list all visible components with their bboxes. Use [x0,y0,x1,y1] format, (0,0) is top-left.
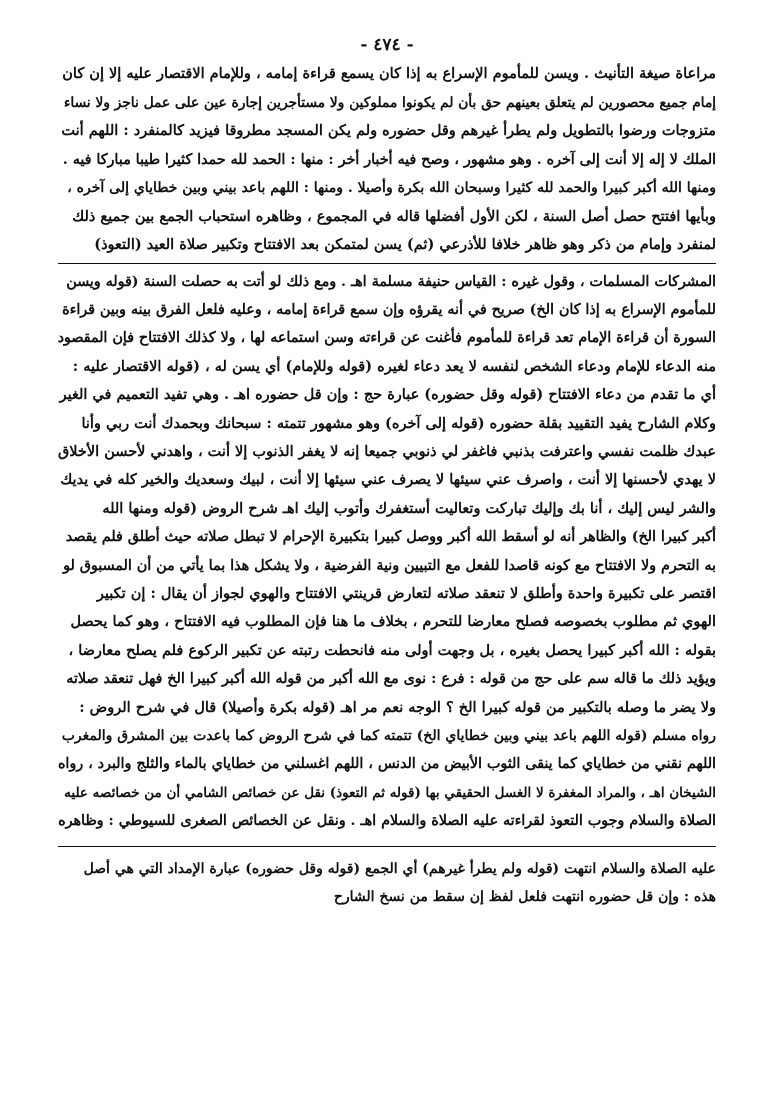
commentary-line: بقوله : الله أكبر كبيرا يحصل بغيره ، بل وجهت أولى منه فانحطت رتبته عن تكبير الركوع فلم يصلح معارضا ، [68,641,716,659]
main-text-line: مراعاة صيغة التأنيث . ويسن للمأموم الإسراع به إذا كان يسمع قراءة إمامه ، وللإمام الاقتصار عليه إلا إن كان [62,65,716,82]
commentary-line: رواه مسلم (قوله اللهم باعد بيني وبين خطاياي الخ) تتمته كما في شرح الروض كما باعدت بين المشرق والمغرب [61,728,716,744]
document-page [58,30,716,911]
main-text-line: لمنفرد وإمام من ذكر وهو ظاهر خلافا للأذرعي (ثم) يسن لمتمكن بعد الافتتاح وتكبير صلاة العيد (التعوذ) [94,236,716,253]
commentary-line: السورة أن قراءة الإمام تعد قراءة للمأموم فأغنت عن قراءته وسن استماعه لها ، ولا كذلك الافتتاح فإن المقصود [58,330,716,347]
main-text-line: ومنها الله أكبر كبيرا والحمد لله كثيرا وسبحان الله بكرة وأصيلا . ومنها : اللهم باعد بيني وبين خطاياي إلى آخره ، [67,180,716,196]
commentary-line: ويؤيد ذلك ما قاله سم على حج من قوله : فرع : نوى مع الله أكبر من قوله الله أكبر كبيرا الخ فهل تنعقد صلاته [66,671,716,688]
section-divider [58,263,716,264]
footnote-text [58,855,716,911]
footnote-line: عليه الصلاة والسلام انتهت (قوله ولم يطرأ غيرهم) أي الجمع (قوله وقل حضوره) عبارة الإمداد التي هي أصل [83,860,716,877]
commentary-line: أكبر كبيرا الخ) والظاهر أنه لو أسقط الله أكبر ووصل كبيرا بتكبيرة الإحرام لا تبطل صلاته حيث أطلق فلم يقصد [65,529,716,546]
commentary-line: الشيخان اهـ ، والمراد المغفرة لا الغسل الحقيقي بها (قوله ثم التعوذ) نقل عن خصائص الشامي أن من خصائصه عليه [64,784,716,801]
commentary-line: اللهم نقني من خطاياي كما ينقى الثوب الأبيض من الدنس ، اللهم اغسلني من خطاياي بالماء والثلج والبرد ، رواه [58,756,716,773]
commentary-line: لا يهدي لأحسنها إلا أنت ، واصرف عني سيئها لا يصرف عني سيئها إلا أنت ، لبيك وسعديك والخير كله في يديك [60,471,716,489]
footnote-divider [58,846,716,847]
main-text-line: إمام جميع محصورين لم يتعلق بعينهم حق بأن لم يكونوا مملوكين ولا مستأجرين إجارة عين على عمل ناجز ولا نساء [63,94,716,111]
commentary-line: أي ما تقدم من دعاء الافتتاح (قوله وقل حضوره) عبارة حج : وإن قل حضوره اهـ . وهي تفيد التعميم في الغير [59,386,716,404]
commentary-line: وكلام الشارح يفيد التقييد بقلة حضوره (قوله إلى آخره) وهو مشهور تتمته : سبحانك وبحمدك أنت ربي وأنا [81,414,716,432]
commentary-line: منه الدعاء للإمام ودعاء الشخص لنفسه لا يعد دعاء لغيره (قوله وللإمام) أي يسن له ، (قوله الاقتصار عليه : [72,357,716,375]
commentary-line: به التحرم ولا الافتتاح مع كونه قاصدا للفعل مع التبيين ونية الفرضية ، ولا يشكل هذا بما يأتي من أن المسبوق لو [63,557,716,574]
main-text-line: الملك لا إله إلا أنت إلى آخره . وهو مشهور ، وصح فيه أخبار أخر : منها : الحمد لله حمدا كثيرا طيبا مباركا فيه . [62,151,716,168]
main-text-line: وبأيها افتتح حصل أصل السنة ، لكن الأول أفضلها قاله في المجموع ، وظاهره استحباب الجمع بين جميع ذلك [72,207,716,225]
footnote-line: هذه : وإن قل حضوره انتهت فلعل لفظ إن سقط من نسخ الشارح [333,888,716,905]
commentary-line: ولا يضر ما وصله بالتكبير من قوله كبيرا الخ ؟ الوجه نعم مر اهـ (قوله بكرة وأصيلا) قال في شرح الروض : [79,698,716,716]
commentary-line: الصلاة والسلام وجوب التعوذ لقراءته عليه الصلاة والسلام اهـ . ونقل عن الخصائص الصغرى للسيوطي : وظاهره [58,813,716,830]
commentary-line: والشر ليس إليك ، أنا بك وإليك تباركت وتعاليت أستغفرك وأتوب إليك اهـ شرح الروض (قوله ومنها الله [102,499,716,517]
commentary-line: للمأموم الإسراع به إذا كان الخ) صريح في أنه يقرؤه وإن سمع قراءة إمامه ، وعليه فلعل الفرق بينه وبين قراءة [62,301,716,318]
commentary-line: المشركات المسلمات ، وقول غيره : القياس حنيفة مسلمة اهـ . ومع ذلك لو أتت به حصلت السنة (قوله ويسن [66,273,716,290]
commentary-line: اقتصر على تكبيرة واحدة وأطلق لا تنعقد صلاته لتعارض قرينتي الافتتاح والهوي لجواز أن يقال : إن تكبير [96,584,716,602]
page-number: - ٤٧٤ - [360,35,414,55]
main-text [58,60,716,260]
commentary-line: عبدك ظلمت نفسي واعترفت بذنبي فاغفر لي ذنوبي جميعا إنه لا يغفر الذنوب إلا أنت ، واهدني لأحسن الأخلاق [58,442,716,460]
commentary-text [58,268,716,836]
commentary-line: الهوي ثم مطلوب بخصوصه فصلح معارضا للتحرم ، بخلاف ما هنا فإن المطلوب فيه الافتتاح ، وهو كما يحصل [70,613,716,631]
main-text-line: متزوجات ورضوا بالتطويل ولم يطرأ غيرهم وقل حضوره ولم يكن المسجد مطروقا فيزيد كالمنفرد : اللهم أنت [61,122,716,139]
